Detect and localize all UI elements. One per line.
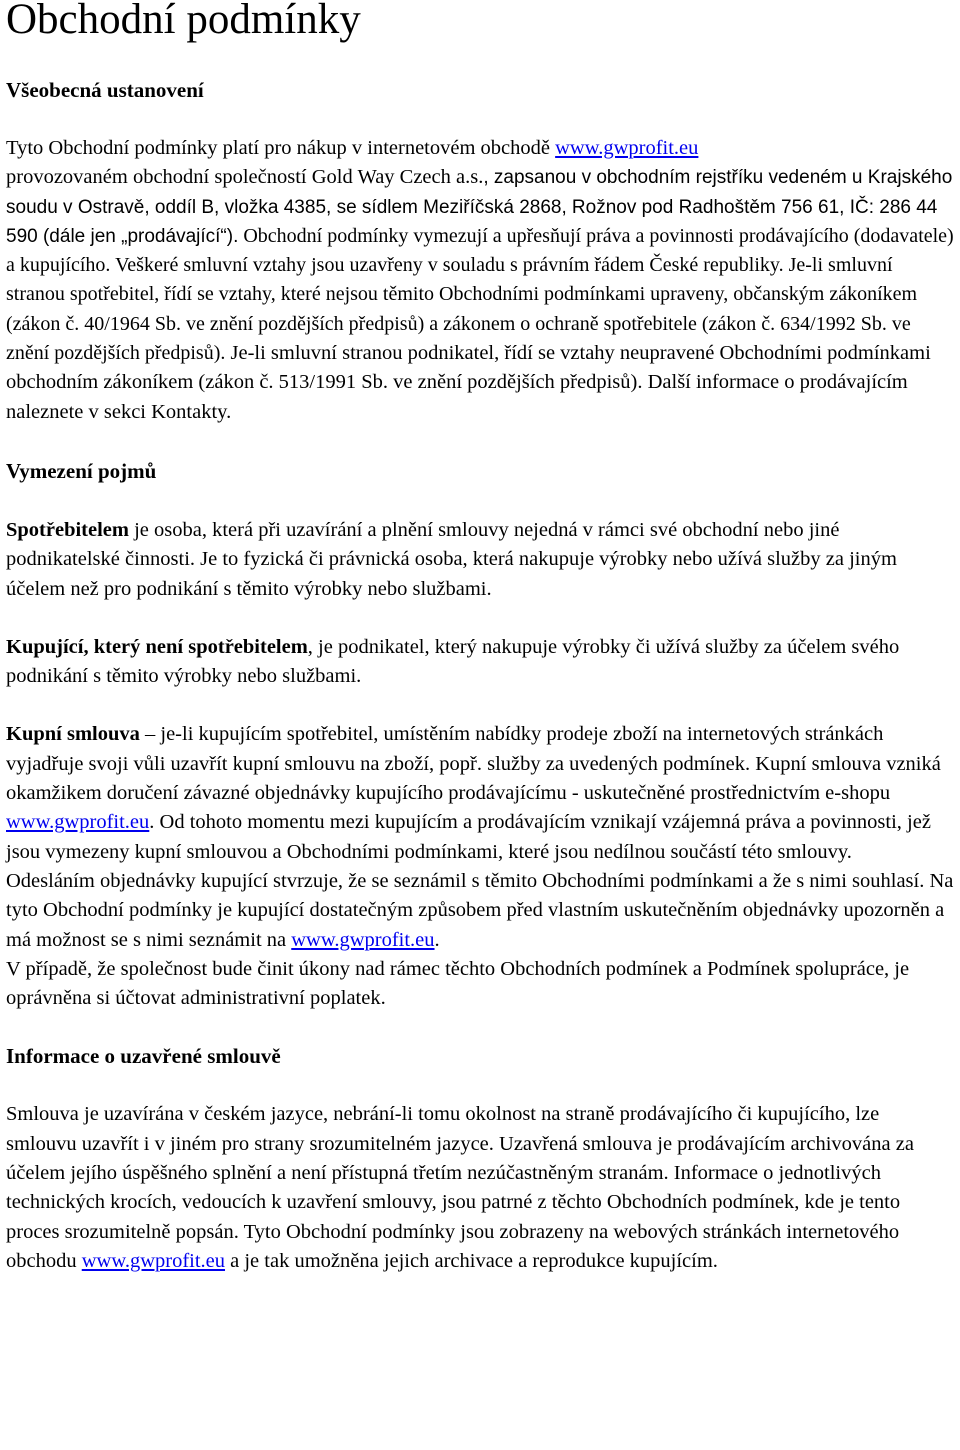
- section-heading-definitions: Vymezení pojmů: [6, 458, 157, 483]
- shop-link-4[interactable]: www.gwprofit.eu: [81, 1249, 226, 1272]
- general-text-5: Obchodní podmínky vymezují a upřesňují práva a povinnosti prodávajícího (dodavatele) a kupujícího. Veškeré smluvní vztahy jsou uzavřeny v souladu s právním řádem České republiky. Je-li smluvní stranou spotřebitel, řídí se vztahy, které nejsou těmito Obchodními podmínkami upraveny, občanským zákoníkem (zákon č. 40/1964 Sb. ve znění pozdějších předpisů) a zákonem o ochraně spotřebitele (zákon č. 634/1992 Sb. ve znění pozdějších předpisů).: [6, 224, 954, 365]
- admin-fee-text: V případě, že společnost bude činit úkony nad rámec těchto Obchodních podmínek a Podmínek spolupráce, je oprávněna si účtovat administrativní poplatek.: [6, 957, 910, 1010]
- section-heading-general: Všeobecná ustanovení: [6, 78, 204, 102]
- general-text-6: Je-li smluvní stranou podnikatel, řídí se vztahy neupravené Obchodními podmínkami obchodním zákoníkem (zákon č. 513/1991 Sb. ve znění pozdějších předpisů). Další informace o prodávajícím naleznete v sekci Kontakty.: [6, 342, 931, 423]
- shop-link-2[interactable]: www.gwprofit.eu: [6, 811, 150, 834]
- term-consumer: Spotřebitelem: [6, 518, 129, 541]
- general-text-4: Rožnov pod Radhoštěm 756 61, IČ: 286 44 590 (dále jen „prodávající“).: [6, 196, 938, 247]
- definition-contract: [6, 720, 954, 866]
- contract-info-text-end: a je tak umožněna jejich archivace a reprodukce kupujícím.: [225, 1249, 718, 1272]
- general-text-1: Tyto Obchodní podmínky platí pro nákup v internetovém obchodě: [6, 137, 550, 159]
- shop-link-1[interactable]: www.gwprofit.eu: [555, 137, 699, 159]
- page-title: Obchodní podmínky: [6, 0, 361, 43]
- definition-consumer: [6, 516, 954, 604]
- definition-consumer-text: je osoba, která při uzavírání a plnění smlouvy nejedná v rámci své obchodní nebo jiné podnikatelské činnosti. Je to fyzická či právnická osoba, která nakupuje výrobky nebo užívá služby za jiným účelem než pro podnikání s těmito výrobky nebo službami.: [6, 518, 897, 600]
- section-heading-contract-info: Informace o uzavřené smlouvě: [6, 1044, 281, 1069]
- contract-info-text-body: Smlouva je uzavírána v českém jazyce, nebrání-li tomu okolnost na straně prodávajícího či kupujícího, lze smlouvu uzavřít i v jiném pro strany srozumitelném jazyce. Uzavřená smlouva je prodávajícím archivována za účelem jejího úspěšného splnění a není přístupná třetím nezúčastněným stranám. Informace o jednotlivých technických krocích, vedoucích k uzavření smlouvy, jsou patrné z těchto Obchodních podmínek, kde je tento proces srozumitelně popsán. Tyto Obchodní podmínky jsou zobrazeny na webových stránkách internetového obchodu: [6, 1103, 914, 1272]
- general-text-2: provozovaném obchodní společností Gold Way Czech a.s.: [6, 166, 484, 189]
- term-buyer: Kupující, který není spotřebitelem: [6, 635, 308, 658]
- definition-buyer-text: , je podnikatel, který nakupuje výrobky či užívá služby za účelem svého podnikání s těmito výrobky nebo službami.: [6, 635, 900, 688]
- definition-contract-text: – je-li kupujícím spotřebitel, umístěním nabídky prodeje zboží na internetových stránkách vyjadřuje svoji vůli uzavřít kupní smlouvu na zboží, popř. služby za uvedených podmínek. Kupní smlouva vzniká okamžikem doručení závazné objednávky kupujícího prodávajícímu - uskutečněné prostřednictvím e-shopu: [6, 723, 941, 805]
- definition-buyer: [6, 633, 954, 692]
- term-contract: Kupní smlouva: [6, 723, 140, 746]
- contract-info-text: [6, 1100, 954, 1276]
- order-consent-text-end: .: [434, 928, 440, 951]
- general-text-3: , zapsanou v obchodním rejstříku vedeném u Krajského soudu v Ostravě, oddíl B, vložka 4385, se sídlem Meziříčská 2868,: [6, 167, 953, 218]
- shop-link-3[interactable]: www.gwprofit.eu: [291, 928, 435, 951]
- order-consent-text-body: Odesláním objednávky kupující stvrzuje, že se seznámil s těmito Obchodními podmínkami a že s nimi souhlasí. Na tyto Obchodní podmínky je kupující dostatečným způsobem před vlastním uskutečněním objednávky upozorněn a má možnost se s nimi seznámit na: [6, 869, 954, 951]
- definition-contract-text-end: . Od tohoto momentu mezi kupujícím a prodávajícím vznikají vzájemná práva a povinnosti, jež jsou vymezeny kupní smlouvou a Obchodními podmínkami, které jsou nedílnou součástí této smlouvy.: [6, 811, 931, 863]
- order-consent-text: [6, 867, 954, 955]
- general-provisions-text: [6, 134, 954, 427]
